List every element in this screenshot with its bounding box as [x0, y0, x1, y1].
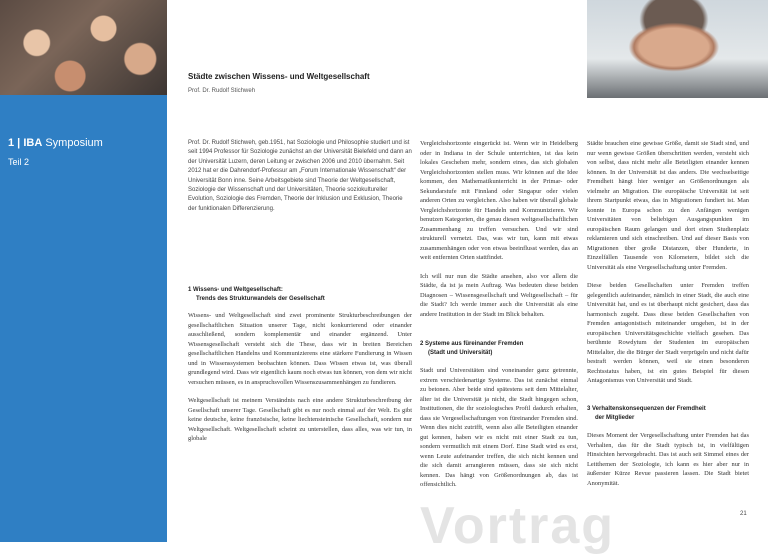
column3-body	[587, 139, 749, 395]
section-number: 1	[8, 137, 15, 149]
audience-photo	[0, 0, 167, 95]
section1-paragraph-2: Weltgesellschaft ist meinem Verständnis nach eine andere Strukturbeschreibung der Gesellschaft unserer Tage. Gesellschaft gibt es nur noch einmal auf der Welt. Es gibt keine deutsche, keine französische, keine liechtensteinische Gesellschaft, sondern nur Weltgesellschaft. Weltgesellschaft scheint zu unterstellen, dass alles, was wir tun, in globale	[188, 397, 412, 442]
author-bio: Prof. Dr. Rudolf Stichweh, geb.1951, hat Soziologie und Philosophie studiert und ist seit 1994 Professor für Soziologie zunächst an der Universität Bielefeld und dann an der Universität Luzern, deren Leitung er zwischen 2006 und 2010 übernahm. Seit 2012 hat er die Dahrendorf-Professur am „Forum Internationale Wissenschaft“ der Universität Bonn inne. Seine Arbeitsgebiete sind Theorie der Weltgesellschaft, Soziologie der Wissenschaft und der Universitäten, Theorie soziokultureller Evolution, Soziologie des Fremden, Theorie der Inklusion und Exklusion, Theorie der funktionalen Differenzierung.	[188, 140, 412, 212]
section1-heading-line2: Trends des Strukturwandels der Gesellschaft	[196, 295, 325, 302]
col3-paragraph-2: Diese beiden Gesellschaften unter Fremden treffen gelegentlich aufeinander, nämlich in einer Stadt, die auch eine Universität hat, und es ist überhaupt nicht gesichert, dass das harmonisch zugeht. Dass diese beiden Gesellschaften von Fremden antagonistisch miteinander umgehen, ist in der europäischen Universitätsgeschichte vielfach gesehen. Das berühmte Rowdytum der Studenten im europäischen Mittelalter, die die Bürger der Stadt verprügeln und nicht dafür bestraft werden können, weil sie einen besonderen Rechtsstatus haben, ist ein gutes Beispiel für diesen Antagonismus von Universität und Stadt.	[587, 282, 749, 384]
section-label: 1 | IBA Symposium	[8, 137, 103, 149]
col2-paragraph-1: Vergleichshorizonte eingerückt ist. Wenn wir in Heidelberg oder in Indiana in der Schule unterrichten, ist das kein lokales Geschehen mehr, sondern eines, das sich globalen Vergleichshorizonten stellen muss. Wir können auf die Idee kommen, den Mathematikunterricht in der Primar- oder Sekundarstufe mit Finnland oder Singapur oder vielen anderen Orten zu vergleichen. Also haben wir überall globale Vergleichshorizonte für Handeln und Kommunizieren. Wir benutzen Kategorien, die genau diesen weltgesellschaftlichen Zusammenhang zu treffen versuchen. Und wir sind strukturell vernetzt. Das, was wir tun, kann mit etwas zusammenhängen oder von etwas beeinflusst werden, das an weit entfernten Orten stattfindet.	[420, 140, 578, 261]
col3-paragraph-1: Städte brauchen eine gewisse Größe, damit sie Stadt sind, und nur wenn gewisse Größen überschritten werden, versteht sich von selbst, dass nicht mehr alle Beteiligten einander kennen können. In der Universität ist das anders. Die wechselseitige Fremdheit hängt hier weniger an Größenordnungen als vielmehr an Migration. Die europäische Universität ist seit ihrem Startpunkt etwas, das in Migrationen fundiert ist. Man konnte in Europa schon zu den Anfängen wenigen Universitäten von beliebigen Ausgangspunkten im europäischen Raum gelangen und dort einen Studienplatz reklamieren und sich einschreiben. Und auf dieser Basis von Migrationen über große Distanzen, über Hunderte, in Einzelfällen Tausende von Kilometern, bildet sich die Universität als eine Vergesellschaftung unter Fremden.	[587, 140, 749, 271]
section1-heading-line1: 1 Wissens- und Weltgesellschaft:	[188, 287, 283, 293]
col2-paragraph-3: Stadt und Universitäten sind voneinander ganz getrennte, extrem verschiedenartige Systeme. Das ist zunächst einmal zu betonen. Aber beide sind spätestens seit dem Mittelalter, älter ist die Universität ja nicht, die Stadt hingegen schon, Institutionen, die ihr soziologisches Profil dadurch erhalten, dass sie Vergesellschaftungen von füreinander Fremden sind. Wenn dies nicht zutrifft, wenn also alle Beteiligten einander gut kennen, haben wir es nicht mit einer Stadt zu tun, sondern vermutlich mit einem Dorf. Eine Stadt wird es erst, wenn Leute aufeinander treffen, die sich nicht kennen und die sich damit arrangieren müssen, dass sie sich nicht kennen. Das hängt von Größenordnungen ab, das ist offensichtlich.	[420, 367, 578, 488]
section-title-rest: Symposium	[45, 137, 103, 149]
section3-body	[587, 431, 749, 497]
col3-paragraph-3: Dieses Moment der Vergesellschaftung unter Fremden hat das Verhalten, das für die Stadt typisch ist, in vielfältigen Hinsichten hervorgebracht. Das ist auch seit Simmel eines der Leitthemen der Soziologie, ich kann es hier aber nur in äußerster Kürze Revue passieren lassen. Die Stadt bietet Anonymität.	[587, 432, 749, 487]
section3-heading-line1: 3 Verhaltenskonsequenzen der Fremdheit	[587, 406, 706, 412]
column2-body	[420, 139, 578, 328]
section3-heading-line2: der Mitglieder	[595, 414, 635, 421]
section2-heading-line2: (Stadt und Universität)	[428, 349, 493, 356]
article-title: Städte zwischen Wissens- und Weltgesellschaft	[188, 72, 370, 81]
page-number: 21	[740, 511, 747, 517]
section3-heading	[587, 405, 749, 422]
section1-paragraph-1: Wissens- und Weltgesellschaft sind zwei prominente Strukturbeschreibungen der gesellschaftlichen Situation unserer Tage, nicht konkurrierend oder einander ausschließend, sondern komplementär und einander ergänzend. Unter Wissensgesellschaft versteht sich die These, dass wir in breiten Bereichen gesellschaftlichen Handelns und Kommunizierens eine stärkere Fundierung in Wissen und in Wissenssystemen beobachten können. Dass Wissen etwas ist, was überall grundlegend wird. Dass wir eigentlich kaum noch etwas tun können, von dem wir nicht versuchen müssen, es in anspruchsvollen Wissenszusammenhängen zu fundieren.	[188, 312, 412, 386]
author-portrait	[587, 0, 768, 98]
section-title-bold: IBA	[23, 137, 43, 149]
article-author: Prof. Dr. Rudolf Stichweh	[188, 88, 256, 94]
section2-heading	[420, 340, 578, 357]
col2-paragraph-2: Ich will nur nun die Städte ansehen, also vor allem die Städte, da ist ja mein Auftrag. Was bedeuten diese beiden Diagnosen – Wissensgesellschaft und Weltgesellschaft – für die Stadt? Ich werde immer auch die Universität als eine andere Institution in der Stadt im Blick behalten.	[420, 272, 578, 318]
section2-heading-line1: 2 Systeme aus füreinander Fremden	[420, 341, 524, 347]
section1-heading	[188, 286, 412, 303]
section2-body	[420, 366, 578, 499]
column1-body	[188, 311, 412, 453]
section-part: Teil 2	[8, 157, 30, 167]
watermark: Vortrag	[420, 497, 616, 555]
